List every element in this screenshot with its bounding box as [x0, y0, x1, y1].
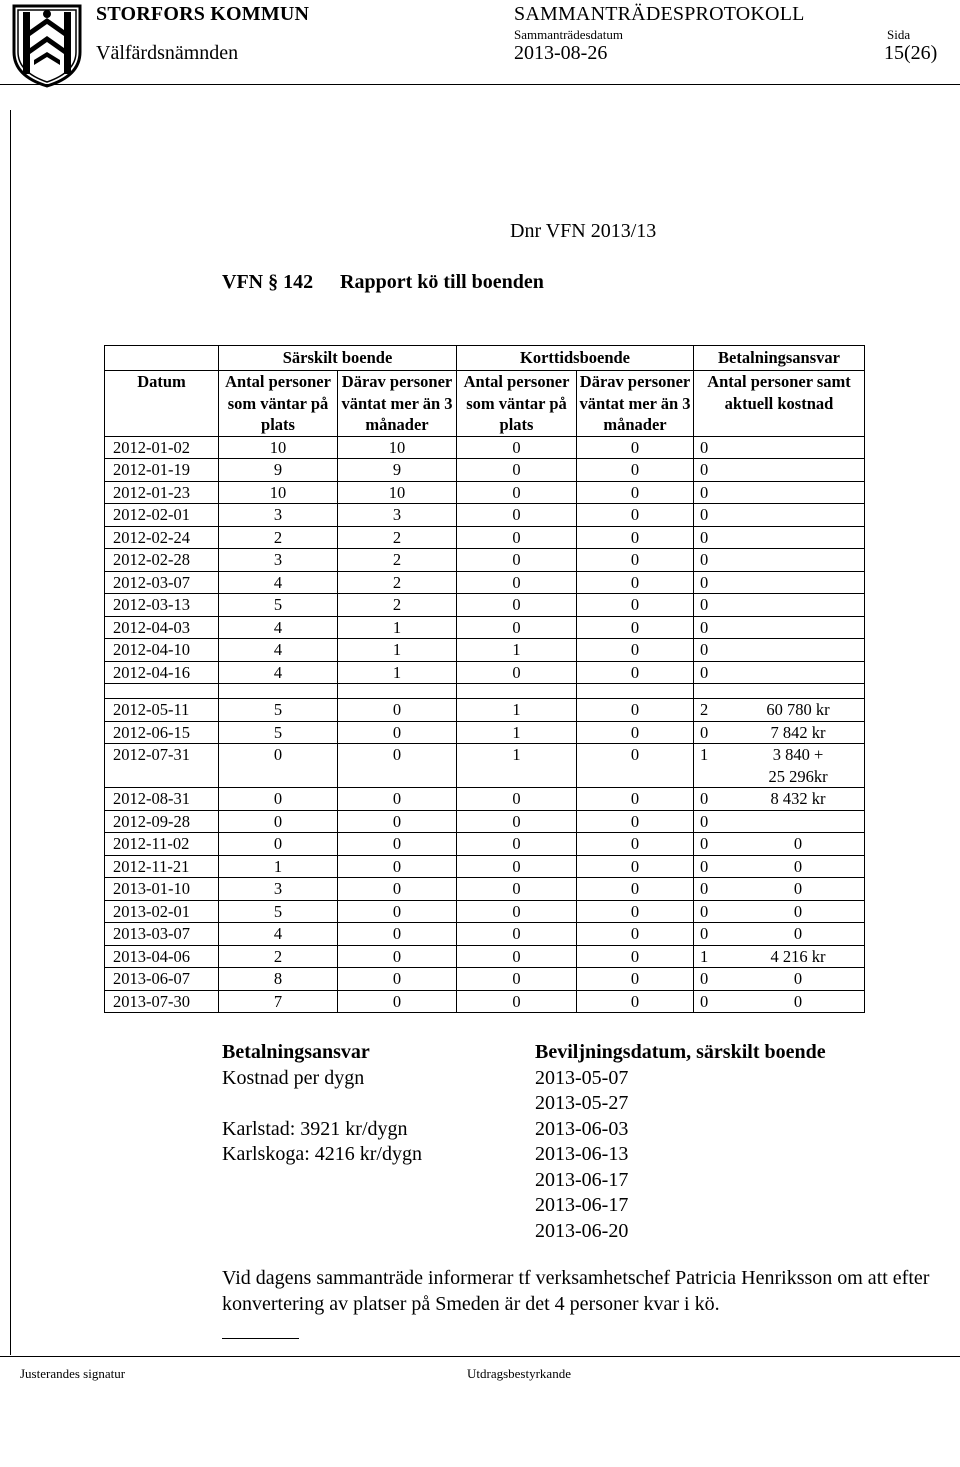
count-cell: 0 — [457, 436, 577, 459]
payment-cell — [694, 481, 865, 504]
payment-cell — [694, 571, 865, 594]
payment-cell-content — [700, 482, 862, 504]
footer-divider — [0, 1356, 960, 1357]
count-cell: 0 — [338, 833, 457, 856]
payment-cost: 0 — [793, 969, 803, 988]
count-cell: 0 — [577, 833, 694, 856]
payment-count: 0 — [700, 640, 709, 659]
payment-count: 0 — [700, 924, 709, 943]
count-cell: 7 — [219, 990, 338, 1013]
date-cell: 2012-07-31 — [105, 744, 219, 788]
count-cell: 0 — [577, 744, 694, 788]
payment-cell-content — [700, 459, 862, 481]
count-cell: 0 — [577, 549, 694, 572]
table-row — [105, 833, 865, 856]
count-cell: 0 — [219, 810, 338, 833]
payment-cell — [694, 549, 865, 572]
table-spacer — [105, 684, 865, 699]
approval-date: 2013-06-17 — [535, 1194, 629, 1216]
payment-cost — [734, 662, 862, 684]
date-cell: 2012-04-10 — [105, 639, 219, 662]
count-cell: 5 — [219, 594, 338, 617]
payment-count: 0 — [700, 789, 709, 808]
payment-cell-content — [700, 437, 862, 459]
meeting-date: 2013-08-26 — [514, 42, 608, 64]
count-cell: 0 — [577, 990, 694, 1013]
count-cell: 0 — [577, 699, 694, 722]
count-cell: 10 — [338, 481, 457, 504]
payment-cost: 0 — [793, 856, 803, 876]
approval-date: 2013-05-27 — [535, 1092, 629, 1114]
payment-cell-content — [700, 901, 862, 923]
page-label: Sida — [887, 27, 911, 42]
date-cell: 2013-01-10 — [105, 878, 219, 901]
empty-group-cell — [105, 346, 219, 371]
count-cell: 0 — [219, 744, 338, 788]
count-cell: 0 — [457, 923, 577, 946]
count-cell: 0 — [457, 549, 577, 572]
payment-cell-content — [700, 923, 862, 945]
payment-cell — [694, 661, 865, 684]
date-cell: 2012-02-28 — [105, 549, 219, 572]
payment-count: 0 — [700, 662, 709, 682]
payment-cost — [734, 617, 862, 639]
payment-cell — [694, 616, 865, 639]
table-body-early — [105, 436, 865, 684]
payment-cell — [694, 968, 865, 991]
count-cell: 1 — [338, 661, 457, 684]
certified-label: Utdragsbestyrkande — [467, 1366, 571, 1381]
count-cell: 10 — [219, 481, 338, 504]
count-cell: 0 — [338, 878, 457, 901]
date-cell: 2012-03-13 — [105, 594, 219, 617]
group-betalningsansvar: Betalningsansvar — [694, 346, 865, 371]
table-row — [105, 810, 865, 833]
payment-count: 0 — [700, 550, 709, 569]
count-cell: 0 — [338, 744, 457, 788]
count-cell: 8 — [219, 968, 338, 991]
count-cell: 0 — [338, 855, 457, 878]
payment-count: 0 — [700, 460, 709, 479]
count-cell: 0 — [577, 616, 694, 639]
count-cell: 0 — [577, 436, 694, 459]
payment-cell — [694, 504, 865, 527]
count-cell: 3 — [219, 878, 338, 901]
count-cell: 1 — [457, 639, 577, 662]
count-cell: 0 — [457, 900, 577, 923]
queue-report-table — [104, 345, 865, 1013]
count-cell: 0 — [457, 810, 577, 833]
count-cell: 3 — [338, 504, 457, 527]
count-cell: 9 — [338, 459, 457, 482]
date-cell: 2012-11-02 — [105, 833, 219, 856]
table-row — [105, 526, 865, 549]
municipality-coat-of-arms — [10, 2, 84, 88]
count-cell: 3 — [219, 549, 338, 572]
approval-date: 2013-06-03 — [535, 1117, 629, 1140]
approval-date: 2013-06-20 — [535, 1219, 629, 1242]
approval-dates — [535, 1040, 826, 1244]
payment-cell-content — [700, 549, 862, 571]
organization-name: STORFORS KOMMUN — [96, 3, 310, 25]
date-cell: 2012-11-21 — [105, 855, 219, 878]
group-korttidsboende: Korttidsboende — [457, 346, 694, 371]
meeting-date-label: Sammanträdesdatum — [514, 27, 624, 42]
count-cell: 2 — [338, 594, 457, 617]
count-cell: 0 — [338, 721, 457, 744]
count-cell: 0 — [457, 616, 577, 639]
cost-per-day-label: Kostnad per dygn — [222, 1066, 365, 1089]
column-header-payment: Antal personer samt aktuell kostnad — [694, 371, 865, 437]
date-cell: 2013-06-07 — [105, 968, 219, 991]
protocol-type: SAMMANTRÄDESPROTOKOLL — [514, 3, 805, 25]
table-row — [105, 504, 865, 527]
table-row — [105, 855, 865, 878]
payment-cost — [734, 527, 862, 549]
count-cell: 4 — [219, 616, 338, 639]
payment-cost — [734, 482, 862, 504]
table-row — [105, 788, 865, 811]
payment-cell — [694, 878, 865, 901]
payment-count: 2 — [700, 700, 709, 719]
payment-count: 0 — [700, 437, 709, 457]
date-cell: 2012-05-11 — [105, 699, 219, 722]
count-cell: 0 — [457, 504, 577, 527]
payment-cost: 7 842 kr — [770, 722, 826, 742]
count-cell: 0 — [338, 810, 457, 833]
payment-count: 0 — [700, 856, 709, 876]
table-row — [105, 990, 865, 1013]
payment-count: 0 — [700, 879, 709, 898]
column-header-kt-over-3-months: Därav personer väntat mer än 3 månader — [577, 371, 694, 437]
payment-cell — [694, 900, 865, 923]
count-cell: 0 — [457, 945, 577, 968]
count-cell: 0 — [338, 945, 457, 968]
payment-cost — [734, 459, 862, 481]
table-row — [105, 661, 865, 684]
column-header-sb-waiting: Antal personer som väntar på plats — [219, 371, 338, 437]
payment-cell-content — [700, 722, 862, 744]
count-cell: 0 — [577, 923, 694, 946]
approval-date: 2013-06-13 — [535, 1143, 629, 1165]
count-cell: 0 — [577, 594, 694, 617]
payment-cell — [694, 721, 865, 744]
payment-count: 0 — [700, 527, 709, 547]
count-cell: 0 — [577, 878, 694, 901]
payment-cell-content — [700, 699, 862, 721]
count-cell: 0 — [457, 990, 577, 1013]
case-number: Dnr VFN 2013/13 — [510, 220, 657, 242]
count-cell: 0 — [457, 526, 577, 549]
count-cell: 0 — [577, 661, 694, 684]
count-cell: 0 — [338, 990, 457, 1013]
date-cell: 2012-06-15 — [105, 721, 219, 744]
count-cell: 1 — [457, 744, 577, 788]
table-row — [105, 639, 865, 662]
header-divider — [0, 84, 960, 85]
table-row — [105, 481, 865, 504]
payment-cost: 60 780 kr — [766, 700, 830, 719]
payment-cell-content — [700, 833, 862, 855]
payment-cost — [734, 437, 862, 459]
count-cell: 10 — [219, 436, 338, 459]
payment-cell-content — [700, 946, 862, 968]
count-cell: 0 — [577, 968, 694, 991]
payment-count: 0 — [700, 617, 709, 637]
count-cell: 4 — [219, 571, 338, 594]
count-cell: 4 — [219, 639, 338, 662]
item-number: VFN § 142 — [222, 271, 314, 293]
payment-count: 0 — [700, 482, 709, 502]
count-cell: 0 — [457, 968, 577, 991]
payment-count: 1 — [700, 745, 709, 764]
count-cell: 1 — [338, 639, 457, 662]
payment-cell-content — [700, 594, 862, 616]
count-cell: 4 — [219, 661, 338, 684]
count-cell: 0 — [577, 526, 694, 549]
payment-cell — [694, 945, 865, 968]
count-cell: 5 — [219, 721, 338, 744]
table-row — [105, 459, 865, 482]
count-cell: 0 — [457, 459, 577, 482]
count-cell: 0 — [577, 945, 694, 968]
payment-cost: 8 432 kr — [770, 789, 826, 808]
payment-cost: 0 — [793, 901, 803, 921]
payment-count: 1 — [700, 946, 709, 966]
count-cell: 0 — [338, 699, 457, 722]
payment-count: 0 — [700, 969, 709, 988]
count-cell: 0 — [577, 810, 694, 833]
group-sarskilt-boende: Särskilt boende — [219, 346, 457, 371]
count-cell: 0 — [577, 459, 694, 482]
page-number: 15(26) — [884, 42, 938, 64]
payment-cost: 0 — [793, 924, 803, 943]
count-cell: 1 — [457, 699, 577, 722]
payment-cell-content — [700, 744, 862, 787]
table-row — [105, 616, 865, 639]
payment-cell-content — [700, 572, 862, 594]
count-cell: 0 — [577, 855, 694, 878]
payment-cost — [734, 594, 862, 616]
payment-cell-content — [700, 662, 862, 684]
table-row — [105, 549, 865, 572]
blank-line — [222, 1091, 422, 1117]
date-cell: 2013-04-06 — [105, 945, 219, 968]
payment-cell — [694, 788, 865, 811]
table-row — [105, 744, 865, 788]
payment-count: 0 — [700, 811, 709, 831]
count-cell: 0 — [338, 788, 457, 811]
item-title: Rapport kö till boenden — [340, 271, 544, 293]
approval-date: 2013-06-17 — [535, 1168, 629, 1191]
count-cell: 0 — [338, 900, 457, 923]
payment-cost: 4 216 kr — [770, 946, 826, 966]
payment-cell-content — [700, 811, 862, 833]
count-cell: 1 — [338, 616, 457, 639]
payment-cell-content — [700, 617, 862, 639]
table-row — [105, 699, 865, 722]
count-cell: 0 — [457, 855, 577, 878]
payment-cost: 0 — [793, 991, 803, 1011]
date-cell: 2012-04-03 — [105, 616, 219, 639]
payment-cell — [694, 990, 865, 1013]
table-row — [105, 721, 865, 744]
margin-line — [10, 110, 11, 1355]
section-end-line — [222, 1338, 299, 1339]
signature-label: Justerandes signatur — [20, 1366, 126, 1381]
date-cell: 2013-02-01 — [105, 900, 219, 923]
count-cell: 0 — [338, 923, 457, 946]
count-cell: 2 — [338, 526, 457, 549]
payment-cell — [694, 594, 865, 617]
count-cell: 3 — [219, 504, 338, 527]
count-cell: 9 — [219, 459, 338, 482]
date-cell: 2012-03-07 — [105, 571, 219, 594]
payment-cell — [694, 526, 865, 549]
count-cell: 0 — [219, 788, 338, 811]
count-cell: 0 — [457, 594, 577, 617]
payment-cell-content — [700, 527, 862, 549]
payment-cost: 3 840 + 25 296kr — [768, 745, 828, 786]
payment-cell — [694, 459, 865, 482]
karlstad-cost: Karlstad: 3921 kr/dygn — [222, 1117, 408, 1140]
count-cell: 1 — [457, 721, 577, 744]
date-cell: 2012-01-23 — [105, 481, 219, 504]
count-cell: 2 — [338, 571, 457, 594]
payment-cell — [694, 639, 865, 662]
table-row — [105, 945, 865, 968]
payment-cell — [694, 810, 865, 833]
table-body-late — [105, 699, 865, 1013]
approval-date-list — [535, 1066, 826, 1245]
count-cell: 2 — [219, 945, 338, 968]
count-cell: 0 — [577, 504, 694, 527]
approval-heading: Beviljningsdatum, särskilt boende — [535, 1041, 826, 1063]
count-cell: 0 — [457, 481, 577, 504]
payment-cell — [694, 923, 865, 946]
payment-info — [222, 1040, 422, 1168]
payment-count: 0 — [700, 991, 709, 1011]
count-cell: 0 — [457, 571, 577, 594]
payment-cell — [694, 436, 865, 459]
count-cell: 5 — [219, 900, 338, 923]
payment-cell-content — [700, 788, 862, 810]
column-header-sb-over-3-months: Därav personer väntat mer än 3 månader — [338, 371, 457, 437]
payment-cell — [694, 699, 865, 722]
count-cell: 0 — [219, 833, 338, 856]
payment-cost — [734, 811, 862, 833]
meeting-note: Vid dagens sammanträde informerar tf verksamhetschef Patricia Henriksson om att efter konvertering av platser på Smeden är det 4 personer kvar i kö. — [222, 1267, 930, 1315]
table-row — [105, 923, 865, 946]
approval-date: 2013-05-07 — [535, 1066, 629, 1089]
count-cell: 0 — [457, 833, 577, 856]
payment-cell-content — [700, 968, 862, 990]
count-cell: 2 — [338, 549, 457, 572]
count-cell: 0 — [577, 788, 694, 811]
date-cell: 2012-01-02 — [105, 436, 219, 459]
date-cell: 2012-04-16 — [105, 661, 219, 684]
date-cell: 2013-03-07 — [105, 923, 219, 946]
table-row — [105, 436, 865, 459]
table-row — [105, 571, 865, 594]
count-cell: 0 — [338, 968, 457, 991]
table-row — [105, 878, 865, 901]
payment-cell-content — [700, 504, 862, 526]
count-cell: 0 — [577, 900, 694, 923]
payment-heading: Betalningsansvar — [222, 1041, 370, 1063]
count-cell: 4 — [219, 923, 338, 946]
payment-cell-content — [700, 639, 862, 661]
payment-cost: 0 — [793, 879, 803, 898]
payment-count: 0 — [700, 505, 709, 524]
count-cell: 1 — [219, 855, 338, 878]
count-cell: 0 — [577, 721, 694, 744]
count-cell: 0 — [457, 788, 577, 811]
payment-cost — [734, 549, 862, 571]
date-cell: 2013-07-30 — [105, 990, 219, 1013]
date-cell: 2012-02-01 — [105, 504, 219, 527]
payment-cell — [694, 744, 865, 788]
date-cell: 2012-01-19 — [105, 459, 219, 482]
table-row — [105, 594, 865, 617]
column-header-datum: Datum — [105, 371, 219, 437]
payment-cost — [734, 639, 862, 661]
payment-cell-content — [700, 991, 862, 1013]
date-cell: 2012-08-31 — [105, 788, 219, 811]
count-cell: 0 — [577, 571, 694, 594]
payment-cost: 0 — [793, 834, 803, 853]
count-cell: 0 — [457, 878, 577, 901]
payment-count: 0 — [700, 722, 709, 742]
payment-count: 0 — [700, 572, 709, 592]
payment-count: 0 — [700, 834, 709, 853]
department-name: Välfärdsnämnden — [96, 42, 239, 64]
count-cell: 2 — [219, 526, 338, 549]
payment-cell-content — [700, 856, 862, 878]
table-row — [105, 968, 865, 991]
count-cell: 10 — [338, 436, 457, 459]
count-cell: 0 — [577, 481, 694, 504]
payment-cost — [734, 504, 862, 526]
count-cell: 0 — [457, 661, 577, 684]
count-cell: 0 — [577, 639, 694, 662]
payment-cell — [694, 833, 865, 856]
payment-cost — [734, 572, 862, 594]
date-cell: 2012-09-28 — [105, 810, 219, 833]
payment-count: 0 — [700, 595, 709, 614]
karlskoga-cost: Karlskoga: 4216 kr/dygn — [222, 1143, 422, 1165]
count-cell: 5 — [219, 699, 338, 722]
table-row — [105, 900, 865, 923]
date-cell: 2012-02-24 — [105, 526, 219, 549]
payment-cell-content — [700, 878, 862, 900]
payment-cell — [694, 855, 865, 878]
column-header-kt-waiting: Antal personer som väntar på plats — [457, 371, 577, 437]
payment-count: 0 — [700, 901, 709, 921]
